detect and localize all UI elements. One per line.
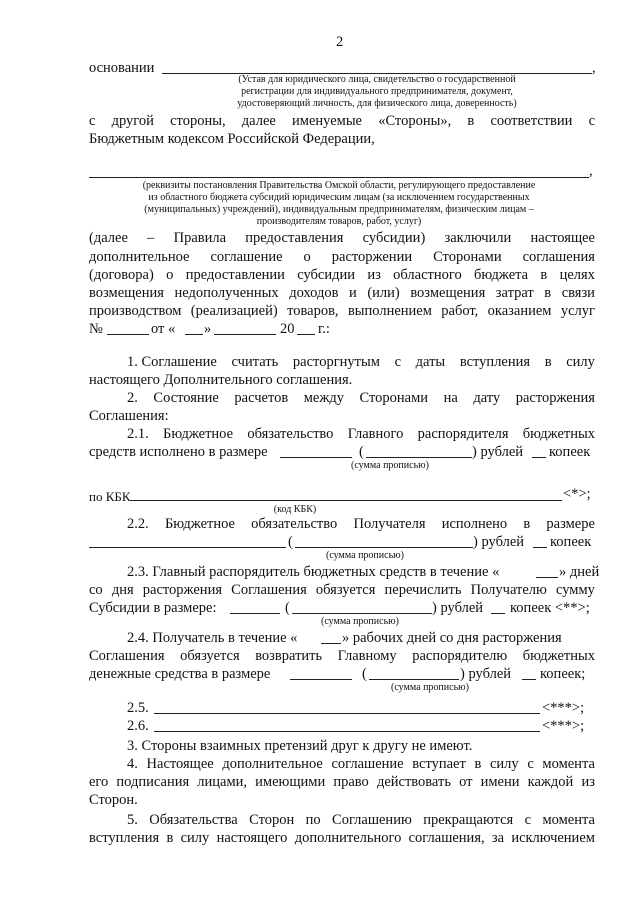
- item-2-4-amount-label: денежные средства в размере: [89, 666, 271, 682]
- item-2-3-kopecks-field[interactable]: [491, 613, 505, 614]
- word: Обязательства: [149, 812, 238, 828]
- word: (реализацией): [190, 303, 278, 319]
- word: обязательство: [251, 516, 338, 532]
- word: подписания: [116, 774, 190, 790]
- item-1-line-2: настоящего Дополнительного соглашения.: [89, 372, 353, 388]
- word: бюджетных: [522, 648, 595, 664]
- rules-line-4: [89, 285, 595, 302]
- word: распорядителя: [417, 426, 509, 442]
- rules-line-5: [89, 303, 595, 320]
- item-2-4-kopecks: копеек;: [540, 666, 586, 682]
- agreement-year-prefix: 20: [280, 321, 295, 337]
- word: о: [166, 267, 174, 283]
- word: по: [305, 812, 321, 828]
- word: вступления: [89, 830, 160, 846]
- item-2-4-amount-words-field[interactable]: [369, 679, 459, 680]
- word: «Стороны»,: [378, 113, 452, 129]
- word: субсидии: [297, 267, 356, 283]
- regulation-field[interactable]: [89, 177, 589, 178]
- item-2-2-line-1: [127, 516, 595, 533]
- basis-caption-2: регистрации для индивидуального предпринимателя, документ,: [241, 86, 513, 97]
- word: дату: [473, 390, 501, 406]
- word: сумму: [556, 582, 595, 598]
- regulation-comma: ,: [589, 163, 593, 179]
- word: соглашения: [522, 249, 595, 265]
- agreement-year-suffix: г.:: [318, 321, 330, 337]
- item-2-5-label: 2.5.: [127, 700, 149, 716]
- item-1-line-1: [127, 354, 595, 371]
- word: в: [544, 354, 552, 370]
- basis-label: основании: [89, 60, 155, 76]
- parties-line-1: [89, 113, 595, 130]
- word: из: [367, 267, 381, 283]
- item-2-1-line-1: [127, 426, 595, 443]
- word: возвратить: [255, 648, 323, 664]
- kbk-caption: (код КБК): [273, 504, 317, 515]
- item-2-3-caption: (сумма прописью): [321, 616, 399, 627]
- word: в: [523, 516, 531, 532]
- word: в: [467, 113, 475, 129]
- item-2-3-line-2: [89, 582, 595, 599]
- item-2-6-label: 2.6.: [127, 718, 149, 734]
- item-2-3-kopecks: копеек <**>;: [510, 600, 590, 616]
- word: заключили: [444, 230, 512, 246]
- word: производством: [89, 303, 182, 319]
- word: вступления: [459, 354, 531, 370]
- item-2-6-field[interactable]: [154, 731, 540, 732]
- word: соглашение: [210, 249, 283, 265]
- basis-caption-1: (Устав для юридического лица, свидетельство о государственной: [238, 74, 516, 85]
- word: обязуется: [315, 582, 376, 598]
- item-2-1-amount-field[interactable]: [280, 457, 352, 458]
- word: расторгнутым: [292, 354, 380, 370]
- word: исключением: [511, 830, 595, 846]
- word: в: [544, 285, 552, 301]
- word: на: [443, 390, 458, 406]
- item-2-2-amount-field[interactable]: [89, 547, 286, 548]
- item-2-4-line-1a: 2.4. Получатель в течение «: [127, 630, 298, 646]
- word: субсидии): [362, 230, 426, 246]
- word: далее: [241, 113, 276, 129]
- word: 5.: [127, 812, 138, 828]
- item-2-3-amount-field[interactable]: [230, 613, 280, 614]
- regulation-caption-1: (реквизиты постановления Правительства Омской области, регулирующего предоставление: [142, 180, 536, 191]
- word: дополнительное: [222, 756, 323, 772]
- word: считать: [231, 354, 279, 370]
- word: обязательство: [247, 426, 334, 442]
- word: из: [581, 774, 595, 790]
- word: бюджета: [474, 267, 529, 283]
- rules-line-2: [89, 249, 595, 266]
- word: с: [394, 354, 401, 370]
- agreement-number-label: №: [89, 321, 103, 337]
- rules-line-3: [89, 267, 595, 284]
- word: соглашение: [331, 756, 404, 772]
- word: обязуется: [180, 648, 240, 664]
- item-2-2-paren-open: (: [288, 534, 293, 550]
- word: оказанием: [487, 303, 552, 319]
- word: бюджетных: [522, 426, 595, 442]
- regulation-caption-4: производителям товаров, работ, услуг): [256, 216, 422, 227]
- word: Состояние: [153, 390, 219, 406]
- kbk-field[interactable]: [130, 500, 562, 501]
- word: размере: [546, 516, 595, 532]
- item-2-1-kopecks: копеек: [549, 444, 591, 460]
- item-4-line-3: Сторон.: [89, 792, 138, 808]
- item-2-1-rubles: ) рублей: [472, 444, 524, 460]
- word: целях: [559, 267, 595, 283]
- page-number: 2: [336, 34, 344, 50]
- item-2-4-rubles: ) рублей: [460, 666, 512, 682]
- item-5-line-1: [127, 812, 595, 829]
- word: действовать: [376, 774, 451, 790]
- item-2-line-2: Соглашения:: [89, 408, 169, 424]
- item-2-3-amount-label: Субсидии в размере:: [89, 600, 217, 616]
- item-2-4-amount-field[interactable]: [290, 679, 352, 680]
- parties-line-2: Бюджетным кодексом Российской Федерации,: [89, 131, 375, 147]
- word: затрат: [495, 285, 534, 301]
- word: момента: [542, 756, 595, 772]
- word: от: [459, 774, 473, 790]
- word: Главного: [347, 426, 404, 442]
- word: работ,: [441, 303, 479, 319]
- word: Соглашения: [89, 648, 165, 664]
- word: расторжения: [515, 390, 595, 406]
- word: Бюджетное: [163, 426, 234, 442]
- word: соответствии: [490, 113, 573, 129]
- word: предоставления: [245, 230, 344, 246]
- word: каждой: [527, 774, 574, 790]
- word: (договора): [89, 267, 154, 283]
- word: прекращаются: [423, 812, 514, 828]
- word: Соглашению: [332, 812, 412, 828]
- rules-line-1: [89, 230, 595, 247]
- word: его: [89, 774, 109, 790]
- word: 1. Соглашение: [127, 354, 217, 370]
- word: в: [540, 267, 548, 283]
- word: Получателя: [353, 516, 426, 532]
- item-2-1-kopecks-field[interactable]: [532, 457, 546, 458]
- item-2-4-caption: (сумма прописью): [391, 682, 469, 693]
- word: исполнено: [441, 516, 508, 532]
- regulation-caption-3: (муниципальных) учреждений), индивидуальным предпринимателям, физическим лицам –: [144, 204, 534, 215]
- item-2-5-end: <***>;: [542, 700, 585, 716]
- word: настоящее: [530, 230, 595, 246]
- word: Главному: [337, 648, 397, 664]
- item-2-4-days-field[interactable]: [321, 643, 341, 644]
- item-3: 3. Стороны взаимных претензий друг к другу не имеют.: [127, 738, 473, 754]
- kbk-end: <*>;: [563, 486, 591, 502]
- word: другой: [111, 113, 154, 129]
- item-2-2-rubles: ) рублей: [473, 534, 525, 550]
- word: Сторонами: [359, 390, 429, 406]
- item-2-4-line-2: [89, 648, 595, 665]
- word: распорядителю: [412, 648, 508, 664]
- word: услуг: [560, 303, 595, 319]
- word: выполнением: [347, 303, 432, 319]
- item-2-1-amount-words-field[interactable]: [366, 457, 472, 458]
- agreement-month-field[interactable]: [214, 334, 276, 335]
- word: Сторонами: [433, 249, 502, 265]
- word: Соглашения: [231, 582, 307, 598]
- word: с: [588, 113, 595, 129]
- word: расчетов: [234, 390, 289, 406]
- item-4-line-1: [127, 756, 595, 773]
- basis-comma: ,: [592, 60, 596, 76]
- basis-caption-3: удостоверяющий личность, для физического лица, доверенность): [237, 98, 517, 109]
- word: 4.: [127, 756, 138, 772]
- word: Правила: [173, 230, 227, 246]
- word: дня: [111, 582, 134, 598]
- word: именуемые: [292, 113, 362, 129]
- word: момента: [542, 812, 595, 828]
- item-4-line-2: [89, 774, 595, 791]
- item-2-4-kopecks-field[interactable]: [522, 679, 536, 680]
- word: лицами,: [197, 774, 248, 790]
- word: Получателю: [470, 582, 547, 598]
- word: 2.1.: [127, 426, 149, 442]
- word: со: [89, 582, 103, 598]
- word: расторжении: [331, 249, 413, 265]
- word: –: [147, 230, 155, 246]
- word: Настоящее: [146, 756, 214, 772]
- agreement-year-field[interactable]: [297, 334, 315, 335]
- kbk-label: по КБК: [89, 489, 131, 504]
- word: товаров,: [287, 303, 339, 319]
- word: связи: [561, 285, 595, 301]
- item-2-2-kopecks-field[interactable]: [533, 547, 547, 548]
- item-2-4-paren-open: (: [362, 666, 367, 682]
- item-2-3-amount-words-field[interactable]: [292, 613, 432, 614]
- agreement-number-field[interactable]: [107, 334, 149, 335]
- item-2-3-paren-open: (: [285, 600, 290, 616]
- word: расторжения: [142, 582, 223, 598]
- word: доходов: [289, 285, 339, 301]
- word: силу: [566, 354, 595, 370]
- word: о: [303, 249, 311, 265]
- agreement-date-from: от «: [151, 321, 176, 337]
- word: стороны,: [170, 113, 226, 129]
- word: с: [89, 113, 96, 129]
- word: право: [333, 774, 369, 790]
- word: возмещения: [410, 285, 486, 301]
- item-2-3-rubles: ) рублей: [432, 600, 484, 616]
- word: в: [474, 756, 482, 772]
- word: имени: [480, 774, 520, 790]
- item-2-3-days-field[interactable]: [536, 577, 558, 578]
- word: (или): [367, 285, 400, 301]
- word: имеющими: [255, 774, 326, 790]
- item-2-2-caption: (сумма прописью): [326, 550, 404, 561]
- item-5-line-2: [89, 830, 595, 847]
- word: предоставлении: [185, 267, 285, 283]
- item-2-1-caption: (сумма прописью): [351, 460, 429, 471]
- item-2-line-1: [127, 390, 595, 407]
- item-2-4-line-1b: » рабочих дней со дня расторжения: [342, 630, 562, 646]
- word: силу: [489, 756, 519, 772]
- item-2-2-amount-words-field[interactable]: [295, 547, 473, 548]
- word: возмещения: [89, 285, 164, 301]
- item-2-5-field[interactable]: [154, 713, 540, 714]
- word: в: [166, 830, 174, 846]
- item-2-3-line-1b: » дней: [559, 564, 600, 580]
- word: с: [527, 756, 534, 772]
- word: 2.: [127, 390, 138, 406]
- item-2-1-amount-label: средств исполнено в размере: [89, 444, 268, 460]
- item-2-6-end: <***>;: [542, 718, 585, 734]
- agreement-date-quote: »: [204, 321, 212, 337]
- word: Сторон: [249, 812, 295, 828]
- word: дополнительное: [89, 249, 190, 265]
- word: силу: [180, 830, 210, 846]
- word: недополученных: [174, 285, 279, 301]
- word: вступает: [412, 756, 466, 772]
- word: соглашения,: [408, 830, 485, 846]
- word: настоящего: [216, 830, 288, 846]
- word: за: [491, 830, 505, 846]
- item-2-1-paren-open: (: [359, 444, 364, 460]
- word: (далее: [89, 230, 128, 246]
- item-2-2-kopecks: копеек: [550, 534, 592, 550]
- regulation-caption-2: из областного бюджета субсидий юридическим лицам (за исключением государственных: [148, 192, 530, 203]
- word: Бюджетное: [164, 516, 235, 532]
- agreement-day-field[interactable]: [185, 334, 203, 335]
- word: дополнительного: [294, 830, 402, 846]
- word: областного: [393, 267, 462, 283]
- word: 2.2.: [127, 516, 149, 532]
- word: с: [524, 812, 532, 828]
- word: и: [349, 285, 357, 301]
- item-2-3-line-1a: 2.3. Главный распорядитель бюджетных средств в течение «: [127, 564, 500, 580]
- word: перечислить: [384, 582, 462, 598]
- word: даты: [415, 354, 446, 370]
- word: между: [303, 390, 345, 406]
